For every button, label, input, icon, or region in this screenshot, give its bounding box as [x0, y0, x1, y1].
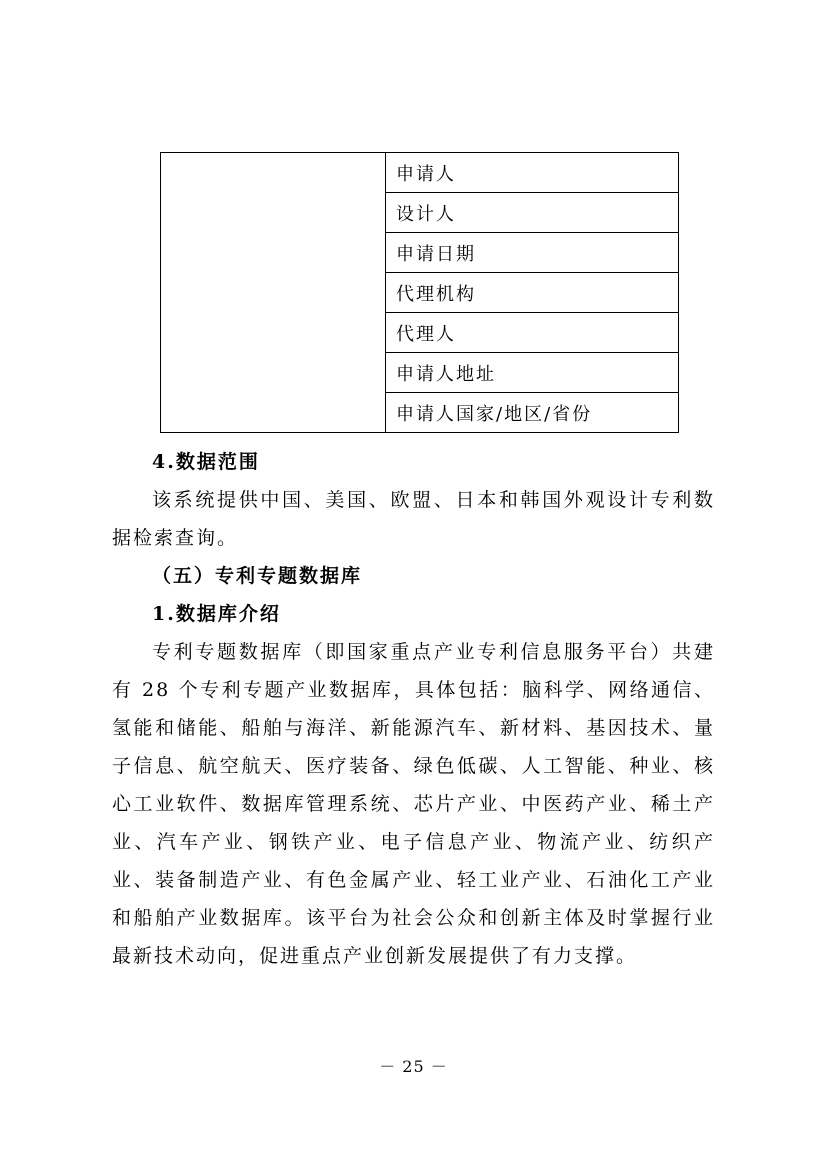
table-merged-empty-cell: [161, 153, 386, 433]
section-heading-special-database: （五）专利专题数据库: [152, 565, 363, 587]
patent-fields-table: [160, 152, 679, 433]
table-cell-application-date: 申请日期: [386, 233, 679, 273]
paragraph-database-intro: 专利专题数据库（即国家重点产业专利信息服务平台）共建有 28 个专利专题产业数据库，具体包括：脑科学、网络通信、氢能和储能、船舶与海洋、新能源汽车、新材料、基因技术、量子信息、航空航天、医疗装备、绿色低碳、人工智能、种业、核心工业软件、数据库管理系统、芯片产业、中医药产业、稀土产业、汽车产业、钢铁产业、电子信息产业、物流产业、纺织产业、装备制造产业、有色金属产业、轻工业产业、石油化工产业和船舶产业数据库。该平台为社会公众和创新主体及时掌握行业最新技术动向，促进重点产业创新发展提供了有力支撑。: [112, 641, 715, 967]
table-cell-applicant: 申请人: [386, 153, 679, 193]
page-number: － 25 －: [379, 1057, 448, 1076]
table-cell-agent: 代理人: [386, 313, 679, 353]
table-row: [161, 153, 679, 193]
section-heading-data-scope: 4.数据范围: [152, 451, 260, 473]
table-cell-designer: 设计人: [386, 193, 679, 233]
section-heading-database-intro: 1.数据库介绍: [152, 603, 281, 625]
table-cell-agency: 代理机构: [386, 273, 679, 313]
table-cell-applicant-address: 申请人地址: [386, 353, 679, 393]
paragraph-data-scope: 该系统提供中国、美国、欧盟、日本和韩国外观设计专利数据检索查询。: [112, 489, 715, 549]
table-cell-applicant-region: 申请人国家/地区/省份: [386, 393, 679, 433]
